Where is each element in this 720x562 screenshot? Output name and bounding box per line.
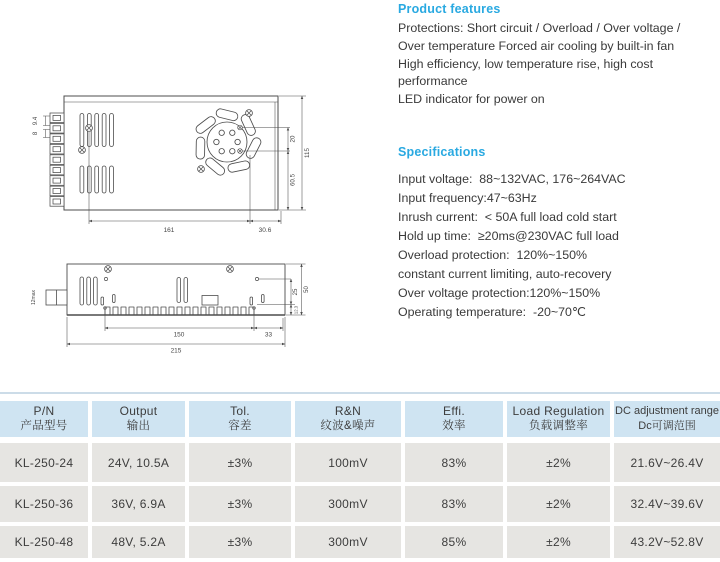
dim-label-33: 33 [264, 331, 273, 339]
table-header-effi [405, 401, 503, 437]
header-zh: Dc可调范围 [638, 420, 696, 432]
product-features-section [398, 2, 720, 109]
spec-line: Inrush current: < 50A full load cold start [398, 210, 617, 224]
spec-line: Hold up time: ≥20ms@230VAC full load [398, 229, 619, 243]
spec-table [0, 401, 720, 562]
spec-line: Operating temperature: -20~70℃ [398, 305, 586, 319]
screw-icon [105, 266, 112, 273]
feature-line: LED indicator for power on [398, 92, 545, 107]
dim-label-20: 20 [289, 135, 297, 143]
cell-rn: 100mV [295, 443, 401, 482]
cell-output: 48V, 5.2A [92, 526, 185, 558]
dim-label-8: 8 [33, 131, 39, 136]
screw-icon [227, 266, 234, 273]
top-view-drawing [24, 85, 324, 243]
table-header-tol [189, 401, 291, 437]
product-features-lines [398, 20, 720, 109]
header-zh: 效率 [442, 420, 466, 432]
cell-effi: 83% [405, 443, 503, 482]
header-zh: 负载调整率 [529, 420, 588, 432]
table-row [0, 526, 720, 558]
header-en: Load Regulation [512, 403, 605, 418]
specifications-title: Specifications [398, 145, 486, 159]
screw-icon [79, 147, 86, 154]
terminal-block [50, 113, 64, 206]
spec-line: Input voltage: 88~132VAC, 176~264VAC [398, 172, 626, 186]
cable-bushing [46, 290, 67, 305]
cell-output: 36V, 6.9A [92, 486, 185, 522]
table-row [0, 486, 720, 522]
dim-label-60-5: 60.5 [289, 173, 297, 187]
dim-label-115: 115 [304, 148, 311, 158]
cell-tol: ±3% [189, 443, 291, 482]
dim-label-12max: 12max [31, 289, 37, 306]
dim-label-150: 150 [173, 331, 185, 339]
table-header-output [92, 401, 185, 437]
dim-label-25: 25 [293, 288, 299, 296]
header-en: R&N [334, 403, 362, 418]
specifications-section [398, 145, 720, 322]
cell-effi: 85% [405, 526, 503, 558]
cell-rn: 300mV [295, 526, 401, 558]
header-en: P/N [33, 403, 55, 418]
table-header-load-regulation [507, 401, 610, 437]
table-header-row [0, 401, 720, 437]
header-zh: 纹波&噪声 [320, 420, 376, 432]
table-header-pn [0, 401, 88, 437]
cell-dc-range: 43.2V~52.8V [614, 526, 720, 558]
fan-screw-icon [238, 149, 243, 154]
table-header-rn [295, 401, 401, 437]
cell-rn: 300mV [295, 486, 401, 522]
product-features-title: Product features [398, 2, 501, 16]
cell-pn: KL-250-36 [0, 486, 88, 522]
cell-load-regulation: ±2% [507, 443, 610, 482]
dim-label-30-6: 30.6 [258, 227, 272, 234]
table-row [0, 443, 720, 482]
cell-dc-range: 32.4V~39.6V [614, 486, 720, 522]
terminal-dimensions [43, 116, 50, 138]
cell-tol: ±3% [189, 486, 291, 522]
dim-label-12-3: 12.3 [293, 305, 299, 315]
spec-line: Overload protection: 120%~150% [398, 248, 588, 262]
spec-line: Input frequency:47~63Hz [398, 191, 537, 205]
spec-line: Over voltage protection:120%~150% [398, 286, 601, 300]
header-en: Effi. [443, 403, 465, 418]
spec-line: constant current limiting, auto-recovery [398, 267, 612, 281]
cell-load-regulation: ±2% [507, 526, 610, 558]
cell-dc-range: 21.6V~26.4V [614, 443, 720, 482]
dim-label-50: 50 [304, 286, 310, 293]
dim-label-9-4: 9.4 [33, 116, 39, 126]
header-zh: 容差 [228, 420, 252, 432]
cell-pn: KL-250-48 [0, 526, 88, 558]
feature-line: performance [398, 74, 468, 89]
cell-effi: 83% [405, 486, 503, 522]
screw-icon [86, 125, 93, 132]
feature-line: Over temperature Forced air cooling by built-in fan [398, 38, 675, 53]
fan-screw-icon [238, 125, 243, 130]
table-top-rule [0, 392, 720, 394]
feature-line: High efficiency, low temperature rise, high cost [398, 56, 654, 71]
specifications-lines [398, 170, 720, 322]
screw-icon [246, 110, 253, 117]
table-header-dc-adjustment [614, 401, 720, 437]
header-zh: 产品型号 [20, 420, 68, 432]
dim-label-161: 161 [163, 227, 175, 234]
feature-line: Protections: Short circuit / Overload / Over voltage / [398, 21, 681, 35]
cell-pn: KL-250-24 [0, 443, 88, 482]
side-view-drawing [24, 252, 324, 362]
cell-output: 24V, 10.5A [92, 443, 185, 482]
header-zh: 输出 [126, 420, 151, 432]
header-en: DC adjustment range [615, 404, 719, 417]
cell-tol: ±3% [189, 526, 291, 558]
dim-label-215: 215 [170, 347, 182, 355]
header-en: Tol. [230, 403, 250, 418]
cell-load-regulation: ±2% [507, 486, 610, 522]
screw-icon [198, 166, 205, 173]
header-en: Output [119, 403, 158, 418]
